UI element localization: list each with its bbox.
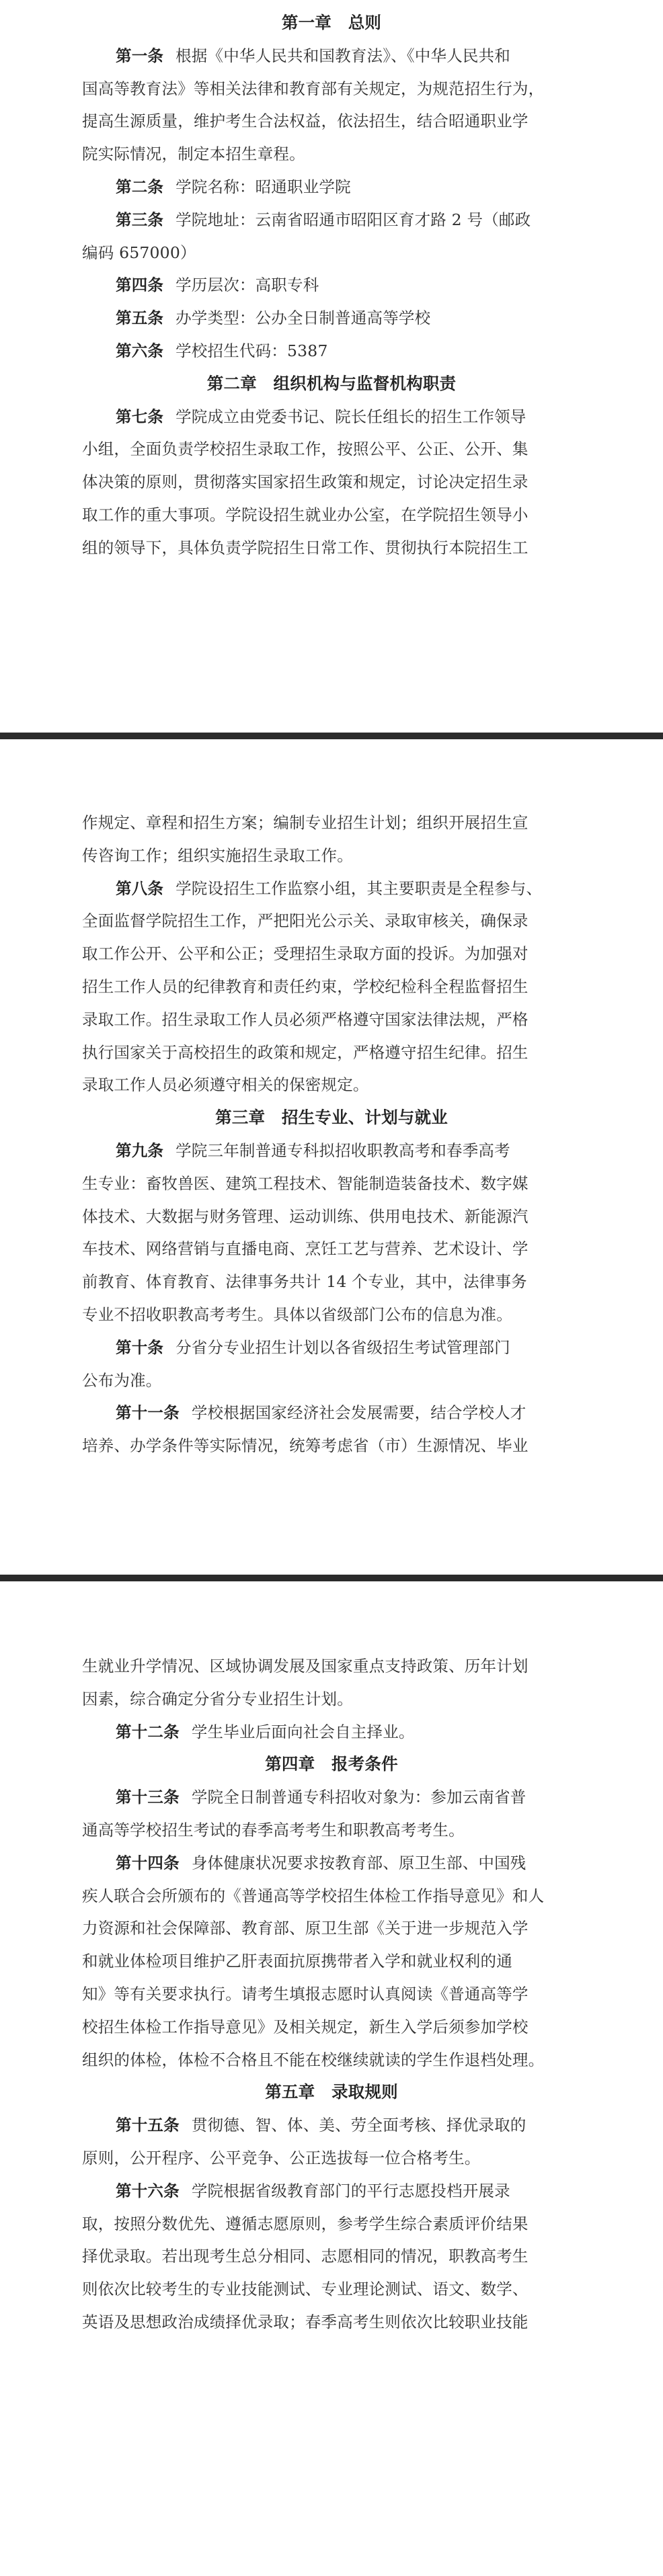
chapter-2-title: 第二章 组织机构与监督机构职责 <box>206 373 457 393</box>
article-8-label: 第八条 <box>116 878 164 898</box>
article-7-line: 取工作的重大事项。学院设招生就业办公室，在学院招生领导小 <box>82 505 529 524</box>
article-9-line: 专业不招收职教高考考生。具体以省级部门公布的信息为准。 <box>82 1304 512 1324</box>
article-5-label: 第五条 <box>116 308 164 328</box>
article-14-text: 身体健康状况要求按教育部、原卫生部、中国残 <box>191 1853 526 1872</box>
article-16-line: 英语及思想政治成绩择优录取；春季高考生则依次比较职业技能 <box>82 2312 529 2331</box>
article-9-line: 体技术、大数据与财务管理、运动训练、供用电技术、新能源汽 <box>82 1206 529 1226</box>
article-8-line: 录取工作。招生录取工作人员必须严格遵守国家法律法规，严格 <box>82 1009 529 1029</box>
article-7-line: 组的领导下，具体负责学院招生日常工作、贯彻执行本院招生工 <box>82 538 529 557</box>
article-16-line <box>82 2175 581 2208</box>
article-9-line <box>82 1134 581 1167</box>
chapter-5-title: 第五章 录取规则 <box>265 2082 398 2102</box>
article-10-label: 第十条 <box>116 1337 164 1357</box>
article-3-line <box>82 204 581 237</box>
article-11-line: 培养、办学条件等实际情况，统筹考虑省（市）生源情况、毕业 <box>82 1436 529 1456</box>
article-14-line: 力资源和社会保障部、教育部、原卫生部《关于进一步规范入学 <box>82 1919 529 1938</box>
article-3-line: 编码 657000） <box>82 243 196 262</box>
article-15-label: 第十五条 <box>116 2116 180 2135</box>
article-8-line: 全面监督学院招生工作，严把阳光公示关、录取审核关，确保录 <box>82 911 529 931</box>
article-14-line: 组织的体检，体检不合格且不能在校继续就读的学生作退档处理。 <box>82 2050 545 2069</box>
article-13-line: 通高等学校招生考试的春季高考考生和职教高考考生。 <box>82 1820 465 1839</box>
article-10-line: 公布为准。 <box>82 1370 162 1390</box>
article-7-text: 学院成立由党委书记、院长任组长的招生工作领导 <box>176 407 526 426</box>
article-9-text: 学院三年制普通专科拟招收职教高考和春季高考 <box>176 1140 510 1160</box>
article-11-line: 生就业升学情况、区域协调发展及国家重点支持政策、历年计划 <box>82 1657 529 1675</box>
article-15-line <box>82 2109 581 2142</box>
article-5-text: 办学类型：公办全日制普通高等学校 <box>176 308 431 328</box>
article-12-line <box>82 1716 581 1749</box>
article-8-line <box>82 872 581 905</box>
article-14-label: 第十四条 <box>116 1853 180 1872</box>
document-section-2 <box>82 806 581 1462</box>
article-6-line <box>82 335 581 368</box>
article-10-text: 分省分专业招生计划以各省级招生考试管理部门 <box>176 1337 510 1357</box>
article-7-line: 传咨询工作；组织实施招生录取工作。 <box>82 845 353 865</box>
article-13-label: 第十三条 <box>116 1788 180 1807</box>
article-14-line: 校招生体检工作指导意见》及相关规定，新生入学后须参加学校 <box>82 2017 529 2036</box>
article-3-text: 学院地址：云南省昭通市昭阳区育才路 2 号（邮政 <box>176 210 531 229</box>
article-12-text: 学生毕业后面向社会自主择业。 <box>191 1722 415 1741</box>
article-7-line: 体决策的原则，贯彻落实国家招生政策和规定，讨论决定招生录 <box>82 472 529 492</box>
chapter-4-title: 第四章 报考条件 <box>265 1754 398 1774</box>
article-4-text: 学历层次：高职专科 <box>176 276 319 295</box>
article-8-line: 录取工作人员必须遵守相关的保密规定。 <box>82 1075 369 1095</box>
article-13-text: 学院全日制普通专科招收对象为：参加云南省普 <box>191 1788 526 1807</box>
article-16-label: 第十六条 <box>116 2181 180 2200</box>
article-15-text: 贯彻德、智、体、美、劳全面考核、择优录取的 <box>191 2116 526 2135</box>
article-2-line <box>82 171 581 204</box>
article-10-line <box>82 1331 581 1364</box>
article-9-line: 前教育、体育教育、法律事务共计 14 个专业，其中，法律事务 <box>82 1272 527 1292</box>
article-1-line: 国高等教育法》等相关法律和教育部有关规定，为规范招生行为， <box>82 79 545 98</box>
article-16-line: 取，按照分数优先、遵循志愿原则，参考学生综合素质评价结果 <box>82 2214 529 2233</box>
article-11-line <box>82 1397 581 1429</box>
article-7-line <box>82 401 581 433</box>
article-14-line: 和就业体检项目维护乙肝表面抗原携带者入学和就业权利的通 <box>82 1952 512 1971</box>
chapter-3-title: 第三章 招生专业、计划与就业 <box>215 1108 448 1128</box>
article-5-line <box>82 302 581 335</box>
article-6-text: 学校招生代码：5387 <box>176 341 328 360</box>
article-1-line: 提高生源质量，维护考生合法权益，依法招生，结合昭通职业学 <box>82 112 529 131</box>
page-divider <box>0 733 663 739</box>
chapter-1-title: 第一章 总则 <box>281 13 382 32</box>
article-9-line: 生专业：畜牧兽医、建筑工程技术、智能制造装备技术、数字媒 <box>82 1173 529 1193</box>
article-15-line: 原则，公开程序、公平竞争、公正选拔每一位合格考生。 <box>82 2148 481 2167</box>
article-1-line <box>82 40 581 73</box>
article-14-line: 疾人联合会所颁布的《普通高等学校招生体检工作指导意见》和人 <box>82 1886 545 1905</box>
document-section-3 <box>82 1650 581 2339</box>
article-16-text: 学院根据省级教育部门的平行志愿投档开展录 <box>191 2181 510 2200</box>
article-4-line <box>82 269 581 302</box>
article-11-label: 第十一条 <box>116 1403 180 1423</box>
document-section-1 <box>82 7 581 565</box>
article-14-line: 知》等有关要求执行。请考生填报志愿时认真阅读《普通高等学 <box>82 1984 529 2003</box>
page-divider <box>0 1575 663 1581</box>
article-13-line <box>82 1781 581 1814</box>
article-7-line: 作规定、章程和招生方案；编制专业招生计划；组织开展招生宣 <box>82 813 529 832</box>
article-8-text: 学院设招生工作监察小组，其主要职责是全程参与、 <box>176 878 543 898</box>
article-7-line: 小组，全面负责学校招生录取工作，按照公平、公正、公开、集 <box>82 440 529 459</box>
article-1-text: 根据《中华人民共和国教育法》、《中华人民共和 <box>176 46 511 65</box>
article-1-line: 院实际情况，制定本招生章程。 <box>82 144 305 164</box>
article-12-label: 第十二条 <box>116 1722 180 1741</box>
article-2-label: 第二条 <box>116 177 164 196</box>
article-11-line: 因素，综合确定分省分专业招生计划。 <box>82 1689 353 1708</box>
article-14-line <box>82 1847 581 1880</box>
article-1-label: 第一条 <box>116 46 164 65</box>
article-8-line: 取工作公开、公平和公正；受理招生录取方面的投诉。为加强对 <box>82 944 529 964</box>
article-3-label: 第三条 <box>116 210 164 229</box>
article-16-line: 则依次比较考生的专业技能测试、专业理论测试、语文、数学、 <box>82 2280 529 2299</box>
article-9-line: 车技术、网络营销与直播电商、烹饪工艺与营养、艺术设计、学 <box>82 1239 529 1259</box>
article-4-label: 第四条 <box>116 276 164 295</box>
article-9-label: 第九条 <box>116 1140 164 1160</box>
article-11-text: 学校根据国家经济社会发展需要，结合学校人才 <box>191 1403 526 1423</box>
article-8-line: 执行国家关于高校招生的政策和规定，严格遵守招生纪律。招生 <box>82 1042 529 1062</box>
article-8-line: 招生工作人员的纪律教育和责任约束，学校纪检科全程监督招生 <box>82 977 529 996</box>
article-6-label: 第六条 <box>116 341 164 360</box>
article-16-line: 择优录取。若出现考生总分相同、志愿相同的情况，职教高考生 <box>82 2247 529 2266</box>
article-2-text: 学院名称：昭通职业学院 <box>176 177 351 196</box>
article-7-label: 第七条 <box>116 407 164 426</box>
